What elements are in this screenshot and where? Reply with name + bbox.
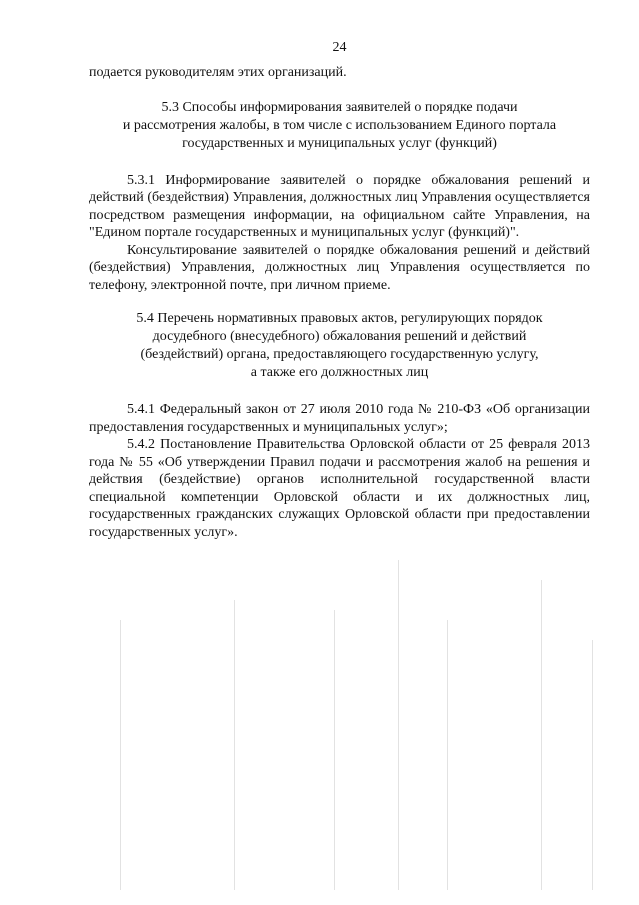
scan-artifact-line (398, 560, 399, 890)
scan-artifact-line (541, 580, 542, 890)
section-5-4-heading (89, 310, 590, 382)
paragraph-consulting: Консультирование заявителей о порядке обжалования решений и действий (бездействия) Управления, должностных лиц Управления осуществляется по телефону, электронной почте, при личном приеме. (89, 242, 590, 293)
page-number: 24 (332, 40, 347, 55)
scan-artifact-line (334, 610, 335, 890)
item-5-4-2: 5.4.2 Постановление Правительства Орловской области от 25 февраля 2013 года № 55 «Об утверждении Правил подачи и рассмотрения жалоб на решения и действия (бездействие) органов исполнительной государственной власти специальной компетенции Орловской области и их должностных лиц, государственных гражданских служащих Орловской области при предоставлении государственных услуг». (89, 437, 590, 540)
item-5-4-1: 5.4.1 Федеральный закон от 27 июля 2010 года № 210-ФЗ «Об организации предоставления государственных и муниципальных услуг»; (89, 402, 590, 435)
section-5-3-heading-line: 5.3 Способы информирования заявителей о порядке подачи (161, 99, 518, 115)
intro-line: подается руководителям этих организаций. (89, 65, 347, 80)
scan-artifact-line (447, 620, 448, 890)
section-5-3-heading-line: и рассмотрения жалобы, в том числе с использованием Единого портала (122, 117, 557, 133)
scan-artifact-line (592, 640, 593, 890)
section-5-4-heading-line: 5.4 Перечень нормативных правовых актов, регулирующих порядок (136, 311, 543, 326)
paragraph-5-3-1: 5.3.1 Информирование заявителей о порядке обжалования решений и действий (бездействия) Управления, должностных лиц Управления осуществляется посредством размещения информации, на официальном сайте Управления, на "Едином портале государственных и муниципальных услуг (функций)". (89, 172, 590, 240)
section-5-4-heading-line: а также его должностных лиц (250, 365, 429, 380)
section-5-4-heading-line: (бездействий) органа, предоставляющего государственную услугу, (140, 347, 539, 362)
section-5-3-heading-line: государственных и муниципальных услуг (функций) (182, 135, 497, 151)
scan-artifact-line (234, 600, 235, 890)
scan-artifact-line (120, 620, 121, 890)
section-5-4-heading-line: досудебного (внесудебного) обжалования решений и действий (152, 329, 527, 344)
section-5-3-heading (89, 99, 590, 153)
